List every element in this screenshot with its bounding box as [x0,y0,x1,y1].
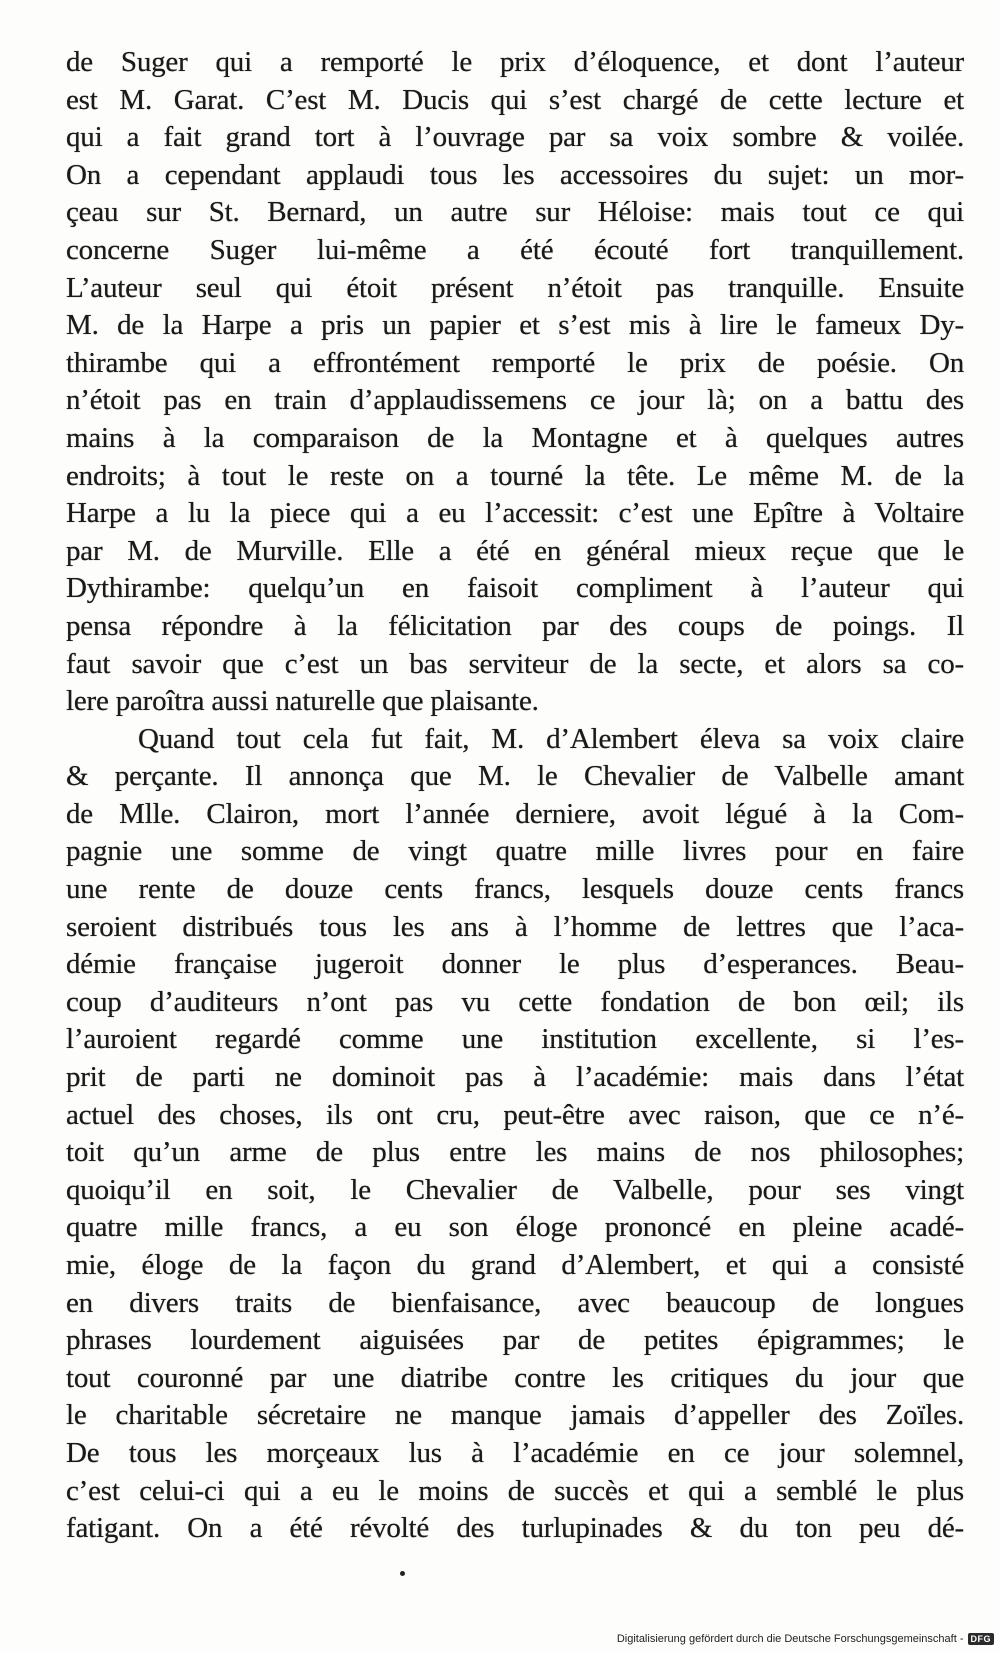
text-line: concerne Suger lui-même a été écouté fort tranquillement. [66,233,964,266]
body-text [66,44,964,1548]
text-line: çeau sur St. Bernard, un autre sur Héloise: mais tout ce qui [66,196,964,229]
ink-dot [400,1571,405,1576]
text-line: une rente de douze cents francs, lesquels douze cents francs [66,873,964,906]
text-line: endroits; à tout le reste on a tourné la tête. Le même M. de la [66,459,964,492]
text-line: De tous les morçeaux lus à l’académie en ce jour solemnel, [66,1436,964,1469]
text-line: actuel des choses, ils ont cru, peut-être avec raison, que ce n’é- [66,1098,964,1131]
text-line: c’est celui-ci qui a eu le moins de succès et qui a semblé le plus [66,1474,964,1507]
text-line: tout couronné par une diatribe contre les critiques du jour que [66,1361,964,1394]
text-line: faut savoir que c’est un bas serviteur de la secte, et alors sa co- [66,647,964,680]
text-line: fatigant. On a été révolté des turlupinades & du ton peu dé- [66,1512,964,1545]
text-line: thirambe qui a effrontément remporté le prix de poésie. On [66,346,964,379]
text-line: quatre mille francs, a eu son éloge prononcé en pleine acadé- [66,1211,964,1244]
text-line: l’auroient regardé comme une institution excellente, si l’es- [66,1023,964,1056]
text-line: mie, éloge de la façon du grand d’Alembert, et qui a consisté [66,1249,964,1281]
text-line: lere paroîtra aussi naturelle que plaisante. [66,685,539,718]
text-line: L’auteur seul qui étoit présent n’étoit pas tranquille. Ensuite [66,271,964,304]
text-line: coup d’auditeurs n’ont pas vu cette fondation de bon œil; ils [66,985,964,1018]
text-line: & perçante. Il annonça que M. le Chevalier de Valbelle amant [66,760,964,793]
text-line: de Suger qui a remporté le prix d’éloquence, et dont l’auteur [66,46,964,78]
text-line: quoiqu’il en soit, le Chevalier de Valbelle, pour ses vingt [66,1173,964,1206]
footer-text: Digitalisierung gefördert durch die Deutsche Forschungsgemeinschaft - [616,1633,964,1645]
text-line: n’étoit pas en train d’applaudissemens ce jour là; on a battu des [66,384,964,417]
text-line: mains à la comparaison de la Montagne et à quelques autres [66,421,964,454]
text-line: Harpe a lu la piece qui a eu l’accessit: c’est une Epître à Voltaire [66,497,964,530]
text-line: de Mlle. Clairon, mort l’année derniere, avoit légué à la Com- [66,797,964,830]
text-line: Dythirambe: quelqu’un en faisoit compliment à l’auteur qui [66,572,964,605]
text-line: est M. Garat. C’est M. Ducis qui s’est chargé de cette lecture et [66,83,964,116]
text-line: pensa répondre à la félicitation par des coups de poings. Il [66,609,964,642]
text-line: par M. de Murville. Elle a été en général mieux reçue que le [66,534,964,567]
text-line: seroient distribués tous les ans à l’homme de lettres que l’aca- [66,910,964,943]
dfg-logo-icon: DFG [968,1633,995,1645]
text-line: qui a fait grand tort à l’ouvrage par sa voix sombre & voilée. [66,121,964,154]
text-line: phrases lourdement aiguisées par de petites épigrammes; le [66,1324,964,1357]
text-line: M. de la Harpe a pris un papier et s’est mis à lire le fameux Dy- [66,309,964,342]
text-line: le charitable sécretaire ne manque jamais d’appeller des Zoïles. [66,1399,964,1432]
text-line: toit qu’un arme de plus entre les mains de nos philosophes; [66,1136,964,1169]
text-line: en divers traits de bienfaisance, avec beaucoup de longues [66,1286,964,1319]
digitization-footer [617,1633,994,1645]
text-line: pagnie une somme de vingt quatre mille livres pour en faire [66,835,964,868]
text-line: Quand tout cela fut fait, M. d’Alembert éleva sa voix claire [138,722,964,755]
text-line: démie française jugeroit donner le plus d’esperances. Beau- [66,948,964,981]
text-line: prit de parti ne dominoit pas à l’académie: mais dans l’état [66,1061,964,1094]
text-line: On a cependant applaudi tous les accessoires du sujet: un mor- [66,158,964,191]
